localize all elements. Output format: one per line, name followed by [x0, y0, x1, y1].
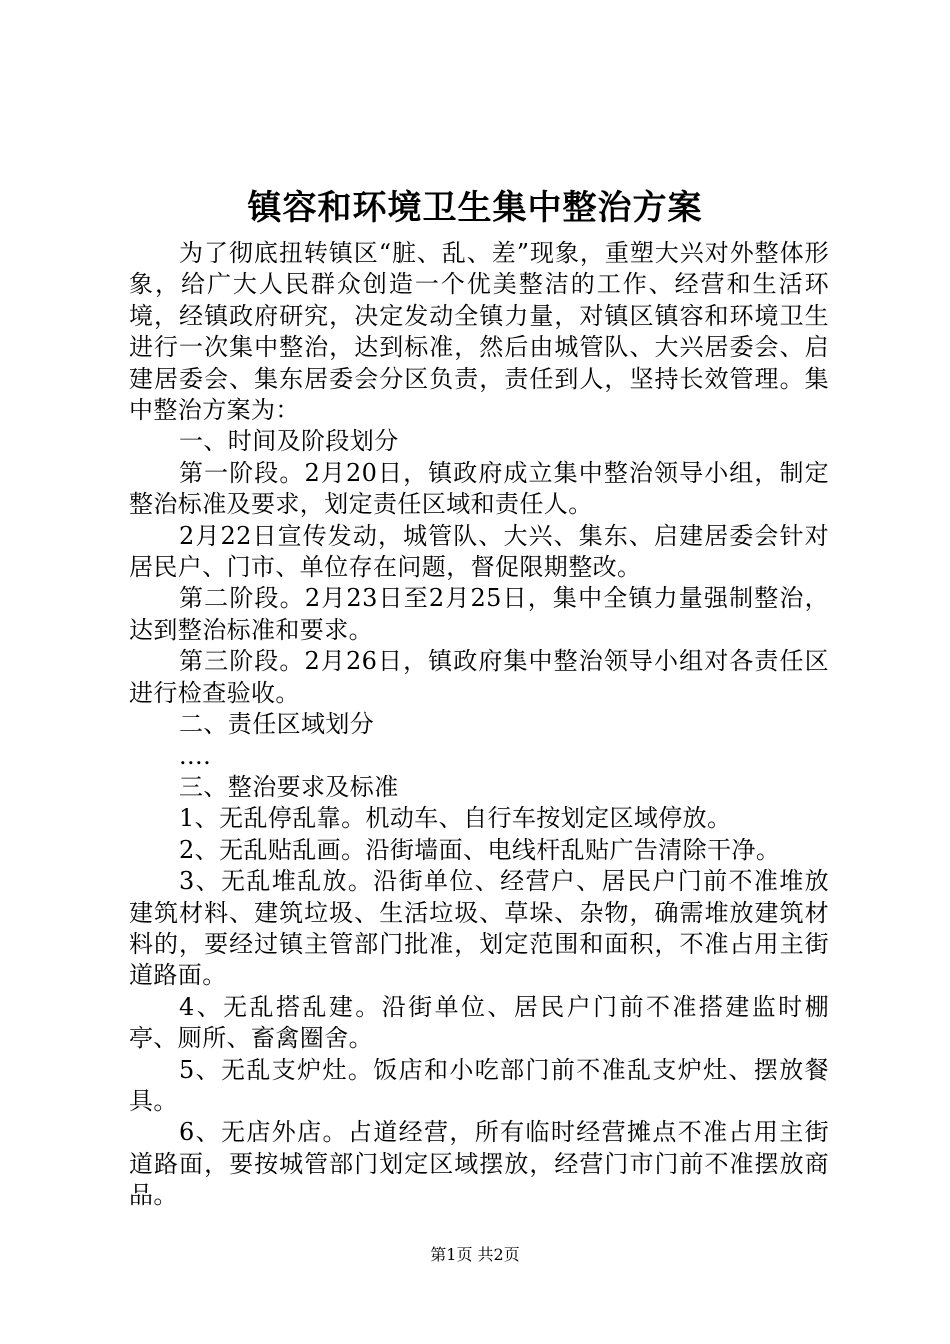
intro-paragraph: 为了彻底扭转镇区“脏、乱、差”现象，重塑大兴对外整体形象，给广大人民群众创造一个优美整洁的工作、经营和生活环境，经镇政府研究，决定发动全镇力量，对镇区镇容和环境卫生进行一次集中整治，达到标准，然后由城管队、大兴居委会、启建居委会、集东居委会分区负责，责任到人，坚持长效管理。集中整治方案为： [129, 239, 829, 425]
ellipsis-placeholder: .... [179, 741, 212, 770]
document-title: 镇容和环境卫生集中整治方案 [247, 188, 703, 228]
stage-three-paragraph: 第三阶段。2月26日，镇政府集中整治领导小组对各责任区进行检查验收。 [129, 647, 829, 707]
requirement-item-2: 2、无乱贴乱画。沿街墙面、电线杆乱贴广告清除干净。 [179, 835, 781, 864]
stage-one-paragraph: 第一阶段。2月20日，镇政府成立集中整治领导小组，制定整治标准及要求，划定责任区域和责任人。 [129, 458, 829, 519]
document-body [129, 238, 829, 1212]
section-heading-time-stages: 一、时间及阶段划分 [179, 427, 399, 456]
requirement-item-3: 3、无乱堆乱放。沿街单位、经营户、居民户门前不准堆放建筑材料、建筑垃圾、生活垃圾、草垛、杂物，确需堆放建筑材料的，要经过镇主管部门批准，划定范围和面积，不准占用主街道路面。 [129, 867, 829, 990]
requirement-item-6: 6、无店外店。占道经营，所有临时经营摊点不准占用主街道路面，要按城管部门划定区域摆放，经营门市门前不准摆放商品。 [129, 1118, 829, 1210]
requirement-item-1: 1、无乱停乱靠。机动车、自行车按划定区域停放。 [179, 804, 732, 833]
requirement-item-4: 4、无乱搭乱建。沿街单位、居民户门前不准搭建监时棚亭、厕所、畜禽圈舍。 [129, 992, 829, 1053]
requirement-item-5: 5、无乱支炉灶。饭店和小吃部门前不准乱支炉灶、摆放餐具。 [129, 1055, 829, 1115]
section-heading-responsibility-areas: 二、责任区域划分 [179, 710, 375, 739]
stage-two-paragraph: 第二阶段。2月23日至2月25日，集中全镇力量强制整治，达到整治标准和要求。 [129, 584, 829, 644]
section-heading-requirements: 三、整治要求及标准 [179, 772, 399, 801]
page-number-footer: 第1页 共2页 [430, 1245, 520, 1264]
publicity-paragraph: 2月22日宣传发动，城管队、大兴、集东、启建居委会针对居民户、门市、单位存在问题，督促限期整改。 [129, 521, 829, 582]
